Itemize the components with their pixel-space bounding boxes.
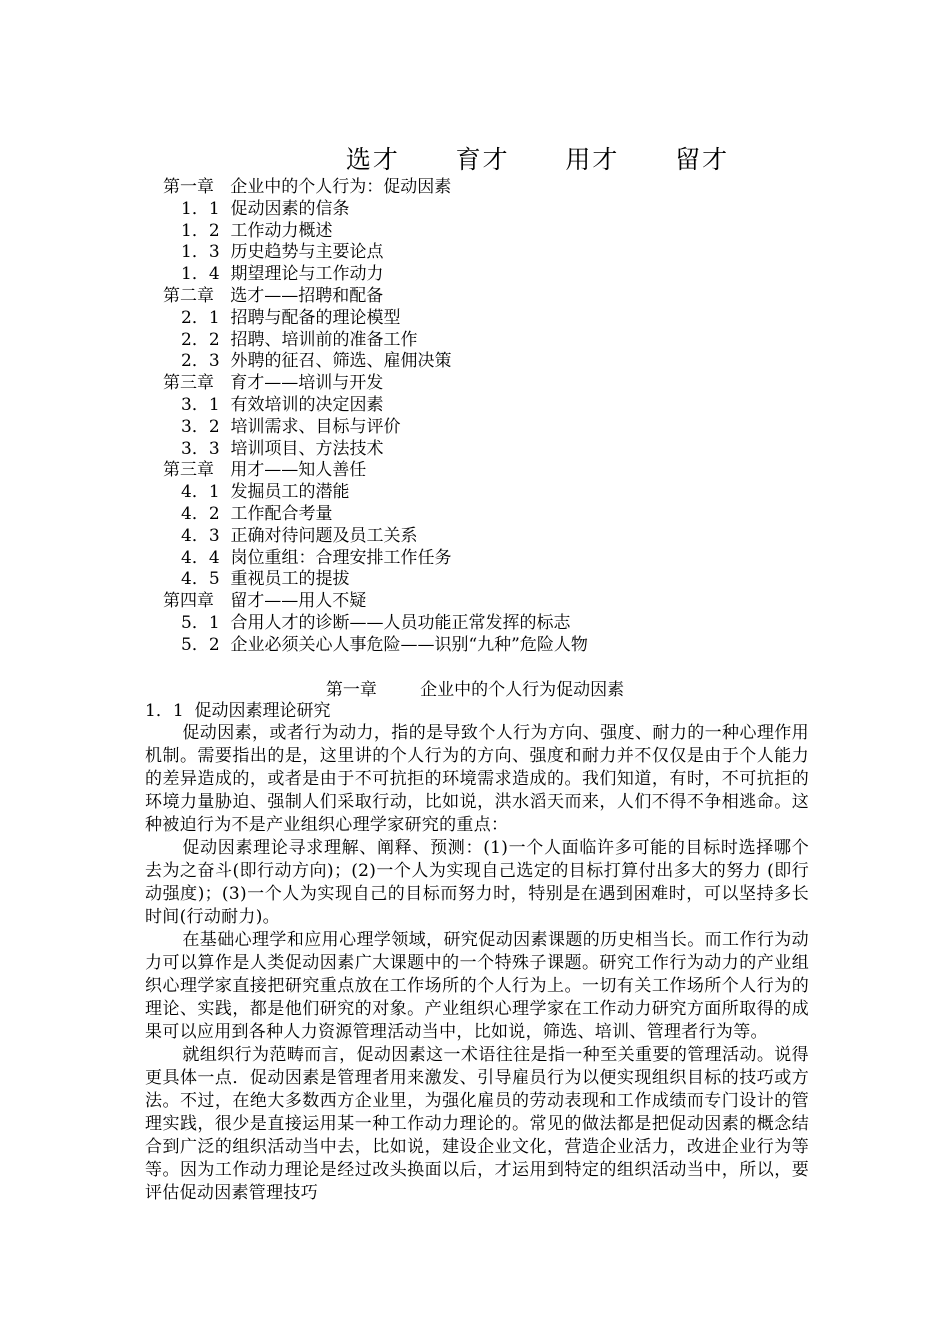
toc-section: 4．3 正确对待问题及员工关系: [181, 525, 418, 546]
toc-section: 4．4 岗位重组：合理安排工作任务: [181, 547, 452, 568]
chapter-heading: 第一章 企业中的个人行为促动因素: [325, 680, 625, 700]
table-of-contents: [0, 177, 950, 657]
toc-section: 2．1 招聘与配备的理论模型: [181, 307, 401, 328]
toc-section: 3．2 培训需求、目标与评价: [181, 416, 401, 437]
body-paragraph: 促动因素理论寻求理解、阐释、预测：(1)一个人面临许多可能的目标时选择哪个去为之奋斗(即行动方向)；(2)一个人为实现自己选定的目标打算付出多大的努力 (即行动强度)；(3)一个人为实现自己的目标而努力时，特别是在遇到困难时，可以坚持多长时间(行动耐力)。: [145, 838, 809, 927]
toc-chapter: 第一章 企业中的个人行为：促动因素: [163, 177, 452, 197]
toc-chapter: 第三章 育才——培训与开发: [163, 373, 384, 394]
toc-chapter: 第二章 选才——招聘和配备: [163, 285, 384, 306]
toc-chapter: 第三章 用才——知人善任: [163, 460, 367, 481]
toc-section: 1．1 促动因素的信条: [181, 198, 350, 219]
section-heading: 1．1 促动因素理论研究: [145, 701, 331, 721]
toc-section: 1．3 历史趋势与主要论点: [181, 242, 384, 263]
toc-section: 3．3 培训项目、方法技术: [181, 438, 384, 459]
toc-section: 1．4 期望理论与工作动力: [181, 264, 384, 285]
body-paragraph: 促动因素，或者行为动力，指的是导致个人行为方向、强度、耐力的一种心理作用机制。需要指出的是，这里讲的个人行为的方向、强度和耐力并不仅仅是由于个人能力的差异造成的，或者是由于不可抗拒的环境需求造成的。我们知道，有时，不可抗拒的环境力量胁迫、强制人们采取行动，比如说，洪水滔天而来，人们不得不争相逃命。这种被迫行为不是产业组织心理学家研究的重点：: [145, 723, 809, 835]
toc-section: 2．3 外聘的征召、筛选、雇佣决策: [181, 351, 452, 372]
toc-section: 3．1 有效培训的决定因素: [181, 394, 384, 415]
toc-section: 1．2 工作动力概述: [181, 220, 333, 241]
toc-section: 4．5 重视员工的提拔: [181, 569, 350, 590]
document-title: 选才 育才 用才 留才: [345, 145, 730, 174]
body-text: [145, 722, 809, 1205]
toc-section: 4．1 发掘员工的潜能: [181, 482, 350, 503]
toc-chapter: 第四章 留才——用人不疑: [163, 591, 367, 612]
toc-section: 5．1 合用人才的诊断——人员功能正常发挥的标志: [181, 612, 571, 633]
toc-section: 5．2 企业必须关心人事危险——识别“九种”危险人物: [181, 634, 588, 655]
body-paragraph: 就组织行为范畴而言，促动因素这一术语往往是指一种至关重要的管理活动。说得更具体一点．促动因素是管理者用来激发、引导雇员行为以便实现组织目标的技巧或方法。不过，在绝大多数西方企业里，为强化雇员的劳动表现和工作成绩而专门设计的管理实践，很少是直接运用某一种工作动力理论的。常见的做法都是把促动因素的概念结合到广泛的组织活动当中去，比如说，建设企业文化，营造企业活力，改进企业行为等等。因为工作动力理论是经过改头换面以后，才运用到特定的组织活动当中，所以，要评估促动因素管理技巧: [145, 1045, 809, 1203]
body-paragraph: 在基础心理学和应用心理学领域，研究促动因素课题的历史相当长。而工作行为动力可以算作是人类促动因素广大课题中的一个特殊子课题。研究工作行为动力的产业组织心理学家直接把研究重点放在工作场所的个人行为上。一切有关工作场所个人行为的理论、实践，都是他们研究的对象。产业组织心理学家在工作动力研究方面所取得的成果可以应用到各种人力资源管理活动当中，比如说，筛选、培训、管理者行为等。: [145, 930, 809, 1042]
toc-section: 2．2 招聘、培训前的准备工作: [181, 329, 418, 350]
toc-section: 4．2 工作配合考量: [181, 503, 333, 524]
